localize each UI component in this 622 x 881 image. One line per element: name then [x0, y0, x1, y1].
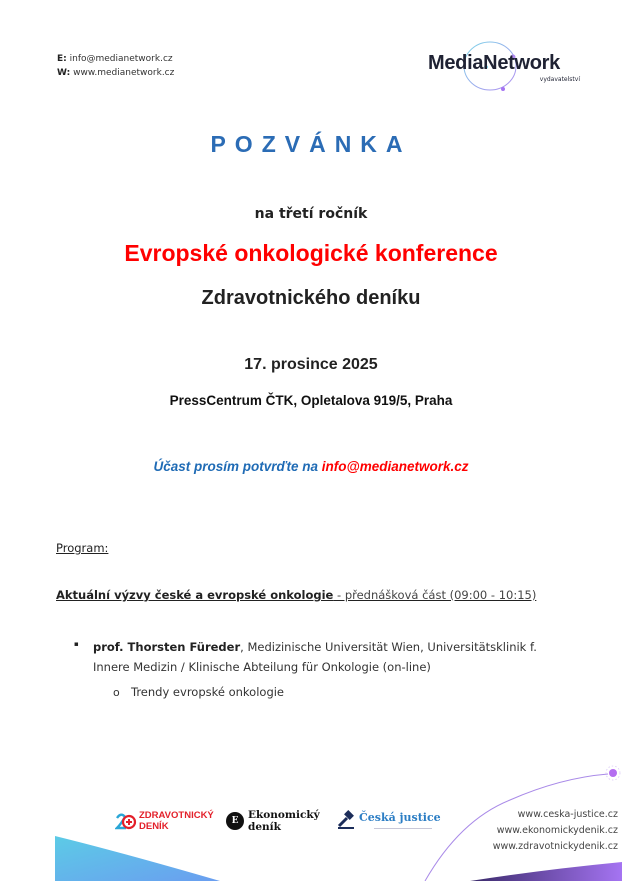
- email-line: [57, 52, 174, 66]
- logo-wordmark: MediaNetwork: [428, 52, 560, 74]
- sub-bullet-icon: o: [113, 686, 120, 699]
- ekonomicky-denik-logo: [226, 808, 318, 836]
- zd-mark-icon: [115, 812, 137, 832]
- url-zdravotnicky-denik[interactable]: www.zdravotnickydenik.cz: [492, 841, 618, 852]
- rsvp-text: Účast prosím potvrďte na: [153, 459, 319, 474]
- invitation-title: POZVÁNKA: [210, 131, 412, 157]
- cj-logo-text: Česká justice: [359, 811, 441, 824]
- cj-tagline-line: [374, 828, 432, 829]
- purple-wave-shape: [470, 862, 622, 881]
- zdravotnicky-denik-logo: [115, 808, 220, 836]
- event-venue: PressCentrum ČTK, Opletalova 919/5, Praha: [169, 393, 453, 408]
- bullet-icon: ▪: [74, 640, 79, 648]
- ceska-justice-logo: [336, 808, 440, 836]
- ed-logo-text: [248, 809, 320, 833]
- ed-line1: Ekonomický: [248, 809, 320, 821]
- gavel-icon: [336, 810, 356, 830]
- footer-urls: [493, 807, 618, 855]
- zd-line1: ZDRAVOTNICKÝ: [139, 810, 214, 821]
- organizer: Zdravotnického deníku: [201, 287, 421, 309]
- zd-line2: DENÍK: [139, 821, 169, 832]
- email-link[interactable]: info@medianetwork.cz: [69, 54, 173, 64]
- session-heading: [56, 588, 536, 602]
- email-label: E:: [57, 54, 67, 64]
- session-title: Aktuální výzvy české a evropské onkologie: [56, 588, 334, 602]
- zd-logo-text: [139, 810, 214, 832]
- edition-line: na třetí ročník: [254, 206, 368, 222]
- purple-dot-icon: [609, 769, 617, 777]
- url-ekonomicky-denik[interactable]: www.ekonomickydenik.cz: [496, 825, 618, 836]
- cyan-wave-shape: [55, 836, 220, 881]
- speaker-item: [93, 637, 543, 677]
- logo-subtitle: vydavatelství: [539, 76, 580, 83]
- ed-line2: deník: [248, 821, 281, 833]
- event-name: Evropské onkologické konference: [124, 240, 498, 266]
- speaker-affiliation: , Medizinische Universität Wien, Universitätsklinik f. Innere Medizin / Klinische Abteilung für Onkologie (on-line): [93, 640, 537, 674]
- rsvp-email-link[interactable]: info@medianetwork.cz: [321, 459, 469, 474]
- speaker-topic: Trendy evropské onkologie: [131, 685, 285, 699]
- ed-mark-icon: E: [226, 812, 244, 830]
- rsvp-line: [0, 459, 622, 474]
- event-date: 17. prosince 2025: [244, 356, 378, 373]
- web-line: [57, 66, 174, 80]
- web-label: W:: [57, 68, 71, 78]
- medianetwork-logo: [428, 40, 598, 92]
- session-details: - přednášková část (09:00 - 10:15): [333, 588, 537, 602]
- program-heading: Program:: [56, 541, 109, 555]
- url-ceska-justice[interactable]: www.ceska-justice.cz: [517, 809, 618, 820]
- speaker-name: prof. Thorsten Füreder: [93, 640, 241, 654]
- web-link[interactable]: www.medianetwork.cz: [73, 68, 175, 78]
- contact-info: [57, 52, 174, 80]
